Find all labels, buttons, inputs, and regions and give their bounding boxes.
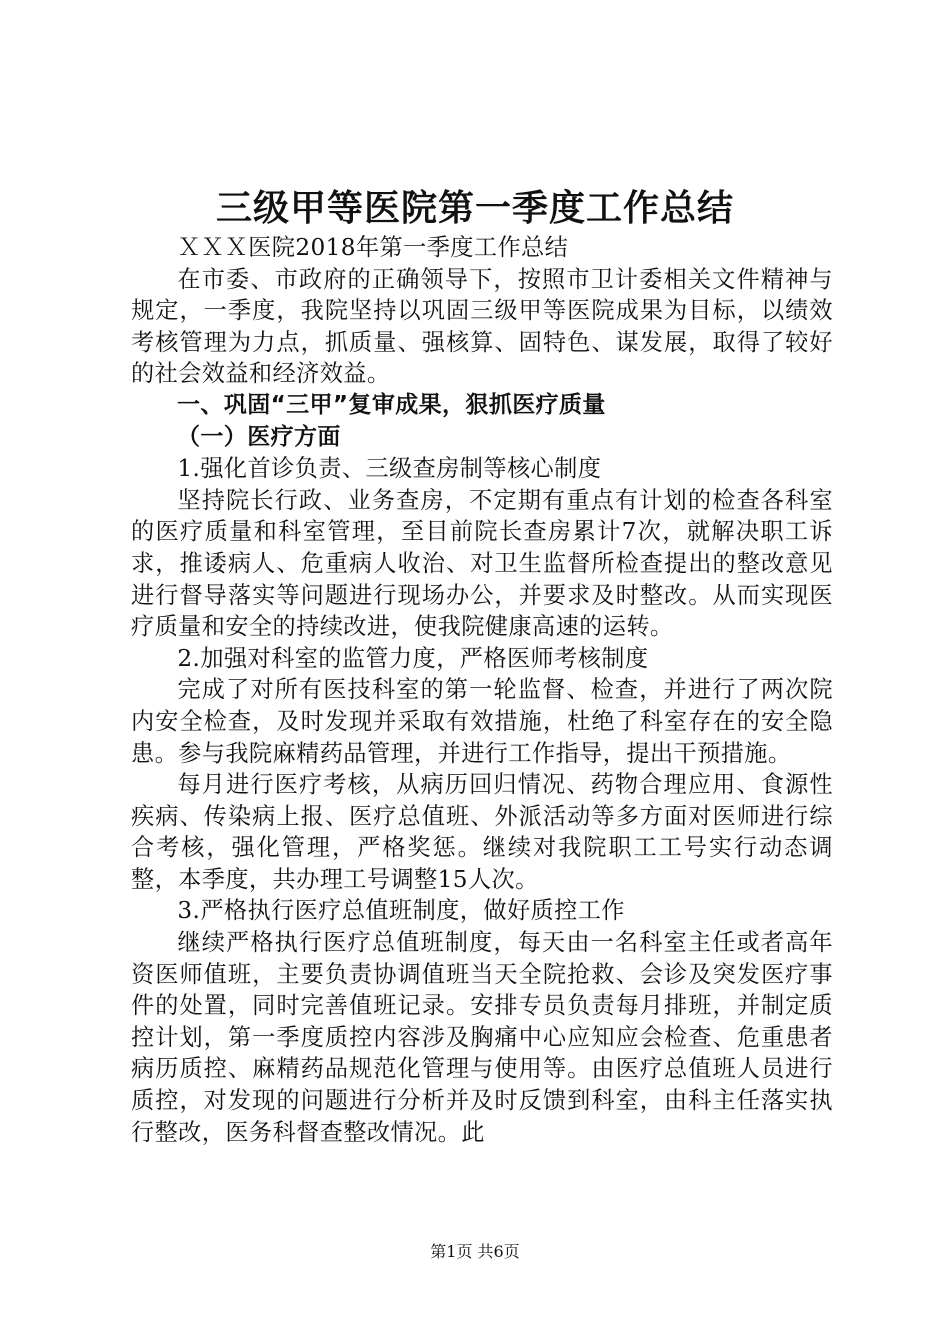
section-heading: 一、巩固“三甲”复审成果，狠抓医疗质量 [177,391,606,418]
body-paragraph: 坚持院长行政、业务查房，不定期有重点有计划的检查各科室的医疗质量和科室管理，至目前院长查房累计7次，就解决职工诉求，推诿病人、危重病人收治、对卫生监督所检查提出的整改意见进行督导落实等问题进行现场办公，并要求及时整改。从而实现医疗质量和安全的持续改进，使我院健康高速的运转。 [131,486,833,641]
intro-paragraph: 在市委、市政府的正确领导下，按照市卫计委相关文件精神与规定，一季度，我院坚持以巩固三级甲等医院成果为目标，以绩效考核管理为力点，抓质量、强核算、固特色、谋发展，取得了较好的社会效益和经济效益。 [131,265,833,388]
document-subtitle: ＸＸＸ医院2018年第一季度工作总结 [177,234,569,261]
body-paragraph: 继续严格执行医疗总值班制度，每天由一名科室主任或者高年资医师值班，主要负责协调值班当天全院抢救、会诊及突发医疗事件的处置，同时完善值班记录。安排专员负责每月排班，并制定质控计划，第一季度质控内容涉及胸痛中心应知应会检查、危重患者病历质控、麻精药品规范化管理与使用等。由医疗总值班人员进行质控，对发现的问题进行分析并及时反馈到科室，由科主任落实执行整改，医务科督查整改情况。此 [131,929,833,1146]
document-title: 三级甲等医院第一季度工作总结 [215,187,734,229]
body-paragraph: 完成了对所有医技科室的第一轮监督、检查，并进行了两次院内安全检查，及时发现并采取有效措施，杜绝了科室存在的安全隐患。参与我院麻精药品管理，并进行工作指导，提出干预措施。 [131,676,833,767]
item-heading: 2.加强对科室的监管力度，严格医师考核制度 [177,644,649,672]
item-heading: 3.严格执行医疗总值班制度，做好质控工作 [177,897,625,925]
item-heading: 1.强化首诊负责、三级查房制等核心制度 [177,455,602,483]
document-body [131,232,833,1148]
subsection-heading: （一）医疗方面 [177,423,341,450]
body-paragraph: 每月进行医疗考核，从病历回归情况、药物合理应用、食源性疾病、传染病上报、医疗总值班、外派活动等多方面对医师进行综合考核，强化管理，严格奖惩。继续对我院职工工号实行动态调整，本季度，共办理工号调整15人次。 [131,771,833,893]
page-footer: 第1页 共6页 [430,1242,520,1261]
